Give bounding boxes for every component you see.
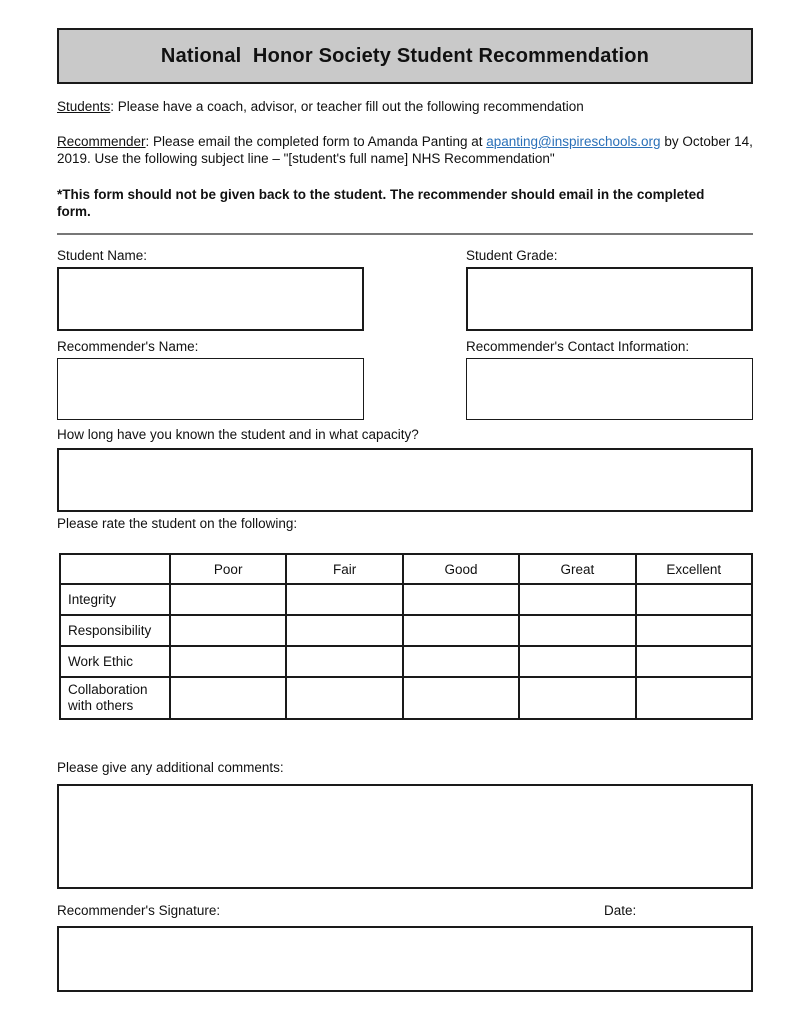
rating-cell-collaboration-poor[interactable] bbox=[170, 677, 286, 719]
rating-cell-responsibility-good[interactable] bbox=[403, 615, 519, 646]
signature-row bbox=[57, 902, 753, 920]
recommender-contact-field bbox=[466, 338, 753, 420]
table-row bbox=[60, 615, 752, 646]
rating-cell-work-ethic-excellent[interactable] bbox=[636, 646, 752, 677]
rating-cell-work-ethic-fair[interactable] bbox=[286, 646, 402, 677]
row-label-collaboration: Collaboration with others bbox=[60, 677, 170, 719]
students-term: Students bbox=[57, 99, 111, 114]
known-capacity-input[interactable] bbox=[57, 448, 753, 512]
recommender-info-row bbox=[57, 338, 753, 420]
rating-prompt: Please rate the student on the following: bbox=[57, 516, 298, 531]
rating-cell-work-ethic-good[interactable] bbox=[403, 646, 519, 677]
rating-cell-integrity-great[interactable] bbox=[519, 584, 635, 615]
rating-cell-responsibility-poor[interactable] bbox=[170, 615, 286, 646]
signature-label: Recommender's Signature: bbox=[57, 903, 221, 918]
student-name-label: Student Name: bbox=[57, 248, 148, 263]
recommender-name-field bbox=[57, 338, 364, 420]
recommender-instruction-text-before: : Please email the completed form to Amanda Panting at bbox=[145, 134, 487, 149]
student-info-row bbox=[57, 247, 753, 331]
rating-cell-integrity-poor[interactable] bbox=[170, 584, 286, 615]
comments-input[interactable] bbox=[57, 784, 753, 889]
column-header-poor: Poor bbox=[170, 554, 286, 584]
column-header-fair: Fair bbox=[286, 554, 402, 584]
student-name-input[interactable] bbox=[57, 267, 364, 331]
row-label-integrity: Integrity bbox=[60, 584, 170, 615]
table-corner-cell bbox=[60, 554, 170, 584]
page-title: National Honor Society Student Recommendation bbox=[160, 44, 650, 67]
row-label-responsibility: Responsibility bbox=[60, 615, 170, 646]
section-divider bbox=[57, 233, 753, 235]
rating-cell-work-ethic-poor[interactable] bbox=[170, 646, 286, 677]
recommender-instruction-text-after: by October 14, 2019. Use the following subject line – "[student's full name] NHS Recommendation" bbox=[57, 134, 753, 166]
rating-header-row bbox=[60, 554, 752, 584]
signature-input[interactable] bbox=[57, 926, 753, 992]
student-grade-label: Student Grade: bbox=[466, 248, 558, 263]
column-header-great: Great bbox=[519, 554, 635, 584]
known-capacity-field bbox=[57, 426, 753, 512]
rating-cell-collaboration-good[interactable] bbox=[403, 677, 519, 719]
rating-cell-responsibility-fair[interactable] bbox=[286, 615, 402, 646]
recommender-name-label: Recommender's Name: bbox=[57, 339, 199, 354]
column-header-excellent: Excellent bbox=[636, 554, 752, 584]
rating-cell-integrity-fair[interactable] bbox=[286, 584, 402, 615]
rating-cell-responsibility-excellent[interactable] bbox=[636, 615, 752, 646]
comments-label: Please give any additional comments: bbox=[57, 760, 284, 775]
table-row bbox=[60, 584, 752, 615]
column-header-good: Good bbox=[403, 554, 519, 584]
warning-note: *This form should not be given back to the student. The recommender should email in the completed form. bbox=[57, 187, 705, 219]
table-row bbox=[60, 677, 752, 719]
recommender-name-input[interactable] bbox=[57, 358, 364, 420]
rating-cell-collaboration-excellent[interactable] bbox=[636, 677, 752, 719]
title-banner bbox=[57, 28, 753, 84]
rating-cell-integrity-good[interactable] bbox=[403, 584, 519, 615]
rating-cell-collaboration-great[interactable] bbox=[519, 677, 635, 719]
student-grade-field bbox=[466, 247, 753, 331]
rating-cell-work-ethic-great[interactable] bbox=[519, 646, 635, 677]
students-instruction bbox=[57, 98, 753, 115]
students-instruction-text: : Please have a coach, advisor, or teacher fill out the following recommendation bbox=[110, 99, 584, 114]
student-grade-input[interactable] bbox=[466, 267, 753, 331]
date-label: Date: bbox=[604, 903, 637, 918]
rating-cell-integrity-excellent[interactable] bbox=[636, 584, 752, 615]
rating-cell-responsibility-great[interactable] bbox=[519, 615, 635, 646]
recommender-contact-label: Recommender's Contact Information: bbox=[466, 339, 690, 354]
row-label-work-ethic: Work Ethic bbox=[60, 646, 170, 677]
rating-cell-collaboration-fair[interactable] bbox=[286, 677, 402, 719]
recommender-contact-input[interactable] bbox=[466, 358, 753, 420]
student-name-field bbox=[57, 247, 364, 331]
known-capacity-label: How long have you known the student and in what capacity? bbox=[57, 427, 419, 442]
rating-table bbox=[59, 553, 753, 720]
table-row bbox=[60, 646, 752, 677]
recommender-instruction bbox=[57, 133, 753, 167]
email-link[interactable]: apanting@inspireschools.org bbox=[486, 134, 661, 149]
recommender-term: Recommender bbox=[57, 134, 146, 149]
